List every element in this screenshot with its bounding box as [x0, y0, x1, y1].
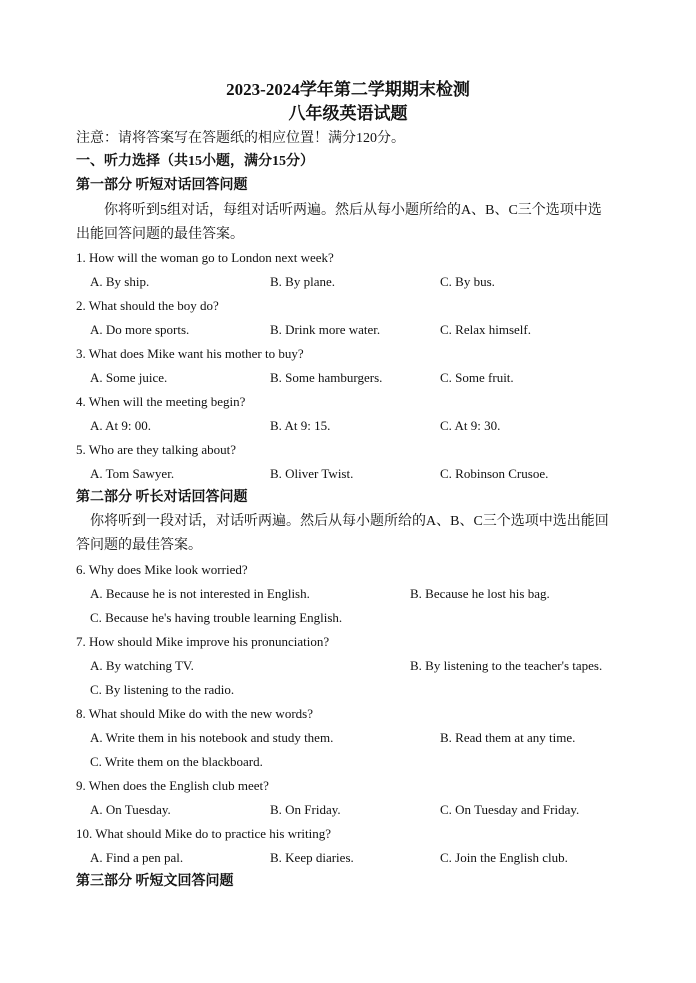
q2-option-b: B. Drink more water.	[270, 322, 381, 337]
q10-option-c: C. Join the English club.	[440, 850, 568, 865]
q1-option-c: C. By bus.	[440, 274, 495, 289]
q6-option-c: C. Because he's having trouble learning English.	[90, 610, 343, 625]
question-9: 9. When does the English club meet?	[76, 778, 269, 793]
q10-option-a: A. Find a pen pal.	[90, 850, 184, 865]
question-7: 7. How should Mike improve his pronunciation?	[76, 634, 330, 649]
q2-option-c: C. Relax himself.	[440, 322, 531, 337]
q4-option-b: B. At 9: 15.	[270, 418, 331, 433]
q3-option-c: C. Some fruit.	[440, 370, 514, 385]
q6-option-b: B. Because he lost his bag.	[410, 586, 550, 601]
q7-option-a: A. By watching TV.	[90, 658, 194, 673]
question-3: 3. What does Mike want his mother to buy?	[76, 346, 304, 361]
part2-instruction-line1: 你将听到一段对话，对话听两遍。然后从每小题所给的A、B、C三个选项中选出能回	[90, 514, 609, 529]
q7-option-b: B. By listening to the teacher's tapes.	[410, 658, 603, 673]
q9-option-b: B. On Friday.	[270, 802, 341, 817]
part1-heading: 第一部分 听短对话回答问题	[76, 178, 248, 193]
q5-option-b: B. Oliver Twist.	[270, 466, 354, 481]
q9-option-a: A. On Tuesday.	[90, 802, 171, 817]
q6-option-a: A. Because he is not interested in English.	[90, 586, 310, 601]
q3-option-a: A. Some juice.	[90, 370, 168, 385]
exam-subtitle: 八年级英语试题	[288, 104, 408, 123]
q3-option-b: B. Some hamburgers.	[270, 370, 383, 385]
q10-option-b: B. Keep diaries.	[270, 850, 354, 865]
q5-option-c: C. Robinson Crusoe.	[440, 466, 549, 481]
q8-option-b: B. Read them at any time.	[440, 730, 576, 745]
question-6: 6. Why does Mike look worried?	[76, 562, 248, 577]
part3-heading: 第三部分 听短文回答问题	[76, 874, 234, 889]
question-1: 1. How will the woman go to London next week?	[76, 250, 334, 265]
section-heading: 一、听力选择（共15小题，满分15分）	[76, 154, 314, 169]
q8-option-a: A. Write them in his notebook and study them.	[90, 730, 334, 745]
question-4: 4. When will the meeting begin?	[76, 394, 246, 409]
question-8: 8. What should Mike do with the new words?	[76, 706, 313, 721]
part1-instruction-line2: 出能回答问题的最佳答案。	[76, 227, 244, 242]
part2-heading: 第二部分 听长对话回答问题	[76, 490, 248, 505]
question-5: 5. Who are they talking about?	[76, 442, 237, 457]
q1-option-b: B. By plane.	[270, 274, 335, 289]
q9-option-c: C. On Tuesday and Friday.	[440, 802, 580, 817]
q7-option-c: C. By listening to the radio.	[90, 682, 235, 697]
q8-option-c: C. Write them on the blackboard.	[90, 754, 263, 769]
part2-instruction-line2: 答问题的最佳答案。	[76, 538, 202, 553]
notice-text: 注意：请将答案写在答题纸的相应位置！满分120分。	[76, 131, 405, 146]
q1-option-a: A. By ship.	[90, 274, 150, 289]
question-2: 2. What should the boy do?	[76, 298, 219, 313]
q5-option-a: A. Tom Sawyer.	[90, 466, 175, 481]
question-10: 10. What should Mike do to practice his writing?	[76, 826, 332, 841]
part1-instruction-line1: 你将听到5组对话，每组对话听两遍。然后从每小题所给的A、B、C三个选项中选	[104, 203, 602, 218]
exam-title: 2023-2024学年第二学期期末检测	[226, 80, 470, 99]
q4-option-a: A. At 9: 00.	[90, 418, 152, 433]
q2-option-a: A. Do more sports.	[90, 322, 190, 337]
q4-option-c: C. At 9: 30.	[440, 418, 501, 433]
